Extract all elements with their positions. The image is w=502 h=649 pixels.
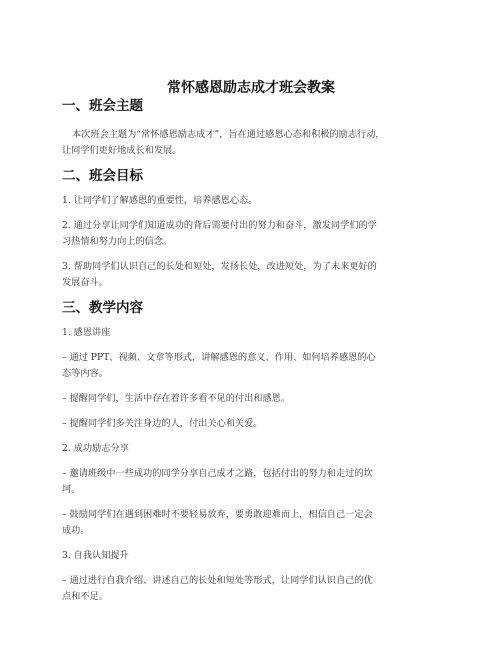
bullet-item: – 鼓励同学们在遇到困难时不要轻易放弃，要勇敢迎难而上，相信自己一定会: [62, 509, 373, 520]
bullet-item-continued: 点和不足。: [62, 591, 108, 602]
subsection-title: 1. 感恩讲座: [62, 327, 111, 338]
paragraph-line: 让同学们更好地成长和发展。: [62, 145, 182, 156]
list-item-continued: 习热情和努力向上的信念。: [62, 236, 173, 247]
list-item: 3. 帮助同学们认识自己的长处和短处，发扬长处，改进短处，为了未来更好的: [62, 261, 377, 272]
bullet-item: – 通过进行自我介绍、讲述自己的长处和短处等形式，让同学们认识自己的优: [62, 575, 373, 586]
bullet-item: – 提醒同学们多关注身边的人，付出关心和关爱。: [62, 418, 263, 429]
paragraph-line: 本次班会主题为“常怀感恩励志成才”，旨在通过感恩心态和积极的励志行动，: [72, 129, 385, 140]
bullet-item-continued: 成功。: [62, 525, 90, 536]
list-item: 2. 通过分享让同学们知道成功的背后需要付出的努力和奋斗，激发同学们的学: [62, 220, 377, 231]
list-item: 1. 让同学们了解感恩的重要性，培养感恩心态。: [62, 195, 258, 206]
bullet-item: – 邀请班级中一些成功的同学分享自己成才之路，包括付出的努力和走过的坎: [62, 468, 373, 479]
bullet-item: – 提醒同学们，生活中存在着许多看不见的付出和感恩。: [62, 393, 291, 404]
bullet-item-continued: 坷。: [62, 484, 81, 495]
subsection-title: 3. 自我认知提升: [62, 550, 129, 561]
list-item-continued: 发展奋斗。: [62, 277, 108, 288]
section-heading-goals: 二、班会目标: [62, 168, 143, 184]
section-heading-content: 三、教学内容: [62, 300, 143, 316]
section-heading-theme: 一、班会主题: [62, 98, 143, 114]
document-title: 常怀感恩励志成才班会教案: [167, 80, 335, 96]
subsection-title: 2. 成功励志分享: [62, 443, 129, 454]
bullet-item: – 通过 PPT、视频、文章等形式，讲解感恩的意义、作用、如何培养感恩的心: [62, 352, 376, 363]
bullet-item-continued: 态等内容。: [62, 368, 108, 379]
